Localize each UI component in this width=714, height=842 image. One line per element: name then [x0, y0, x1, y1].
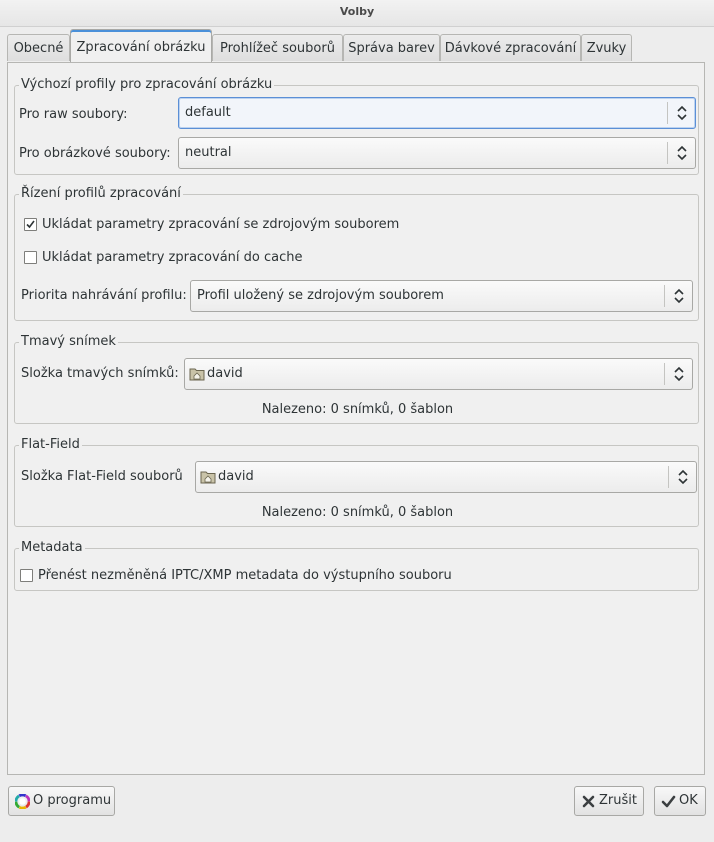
default-profiles-legend: Výchozí profily pro zpracování obrázku	[21, 77, 273, 92]
load-priority-combo[interactable]	[190, 280, 693, 312]
default-profiles-group	[14, 77, 699, 175]
save-with-source-checkbox[interactable]	[24, 218, 37, 231]
check-mark-icon	[25, 219, 36, 230]
dark-frame-folder-label: Složka tmavých snímků:	[21, 366, 179, 381]
updown-arrows-icon	[672, 364, 686, 384]
flat-field-legend: Flat-Field	[21, 437, 80, 452]
tab-color-management[interactable]: Správa barev	[343, 34, 440, 61]
tab-batch-processing[interactable]: Dávkové zpracování	[440, 34, 581, 61]
updown-arrows-icon	[675, 103, 689, 123]
tab-panel	[7, 62, 705, 775]
load-priority-value: Profil uložený se zdrojovým souborem	[197, 288, 444, 303]
cancel-button[interactable]	[574, 786, 644, 816]
home-folder-icon	[200, 469, 216, 484]
save-to-cache-label[interactable]: Ukládat parametry zpracování do cache	[42, 250, 303, 265]
flat-field-folder-value: david	[218, 469, 254, 484]
metadata-legend: Metadata	[21, 540, 83, 555]
profile-control-group	[14, 186, 699, 321]
copy-metadata-label[interactable]: Přenést nezměněná IPTC/XMP metadata do výstupního souboru	[38, 568, 452, 583]
load-priority-label: Priorita nahrávání profilu:	[21, 288, 187, 303]
save-with-source-label[interactable]: Ukládat parametry zpracování se zdrojovým souborem	[42, 217, 400, 232]
dark-frame-folder-value: david	[207, 366, 243, 381]
profile-control-legend: Řízení profilů zpracování	[21, 186, 181, 201]
check-icon	[661, 794, 676, 809]
flat-field-folder-chooser[interactable]	[195, 461, 697, 493]
window-title: Volby	[339, 5, 375, 18]
about-button[interactable]	[8, 786, 115, 816]
raw-profile-combo[interactable]	[178, 97, 696, 129]
save-to-cache-checkbox[interactable]	[24, 251, 37, 264]
flat-field-status: Nalezeno: 0 snímků, 0 šablon	[261, 505, 454, 520]
dark-frame-legend: Tmavý snímek	[21, 334, 116, 349]
dark-frame-status: Nalezeno: 0 snímků, 0 šablon	[261, 402, 454, 417]
copy-metadata-checkbox[interactable]	[20, 569, 33, 582]
home-folder-icon	[189, 366, 205, 381]
ok-button[interactable]	[654, 786, 706, 816]
tab-image-processing[interactable]: Zpracování obrázku	[70, 29, 212, 62]
flat-field-group	[14, 437, 699, 527]
raw-profile-value: default	[185, 105, 231, 120]
close-icon	[581, 794, 596, 809]
raw-profile-label: Pro raw soubory:	[19, 107, 128, 122]
flat-field-folder-label: Složka Flat-Field souborů	[21, 469, 183, 484]
tab-sounds[interactable]: Zvuky	[581, 34, 632, 61]
metadata-group	[14, 540, 699, 591]
window-titlebar	[0, 0, 714, 27]
image-profile-value: neutral	[185, 145, 232, 160]
cancel-button-label: Zrušit	[599, 793, 637, 808]
dark-frame-folder-chooser[interactable]	[184, 358, 693, 390]
updown-arrows-icon	[672, 286, 686, 306]
dark-frame-group	[14, 334, 699, 424]
color-wheel-icon	[15, 794, 30, 809]
image-profile-combo[interactable]	[178, 137, 696, 169]
ok-button-label: OK	[679, 793, 698, 808]
updown-arrows-icon	[676, 467, 690, 487]
image-profile-label: Pro obrázkové soubory:	[19, 146, 171, 161]
tab-file-browser[interactable]: Prohlížeč souborů	[212, 34, 343, 61]
updown-arrows-icon	[675, 143, 689, 163]
tab-general[interactable]: Obecné	[7, 34, 70, 61]
about-button-label: O programu	[33, 793, 112, 808]
